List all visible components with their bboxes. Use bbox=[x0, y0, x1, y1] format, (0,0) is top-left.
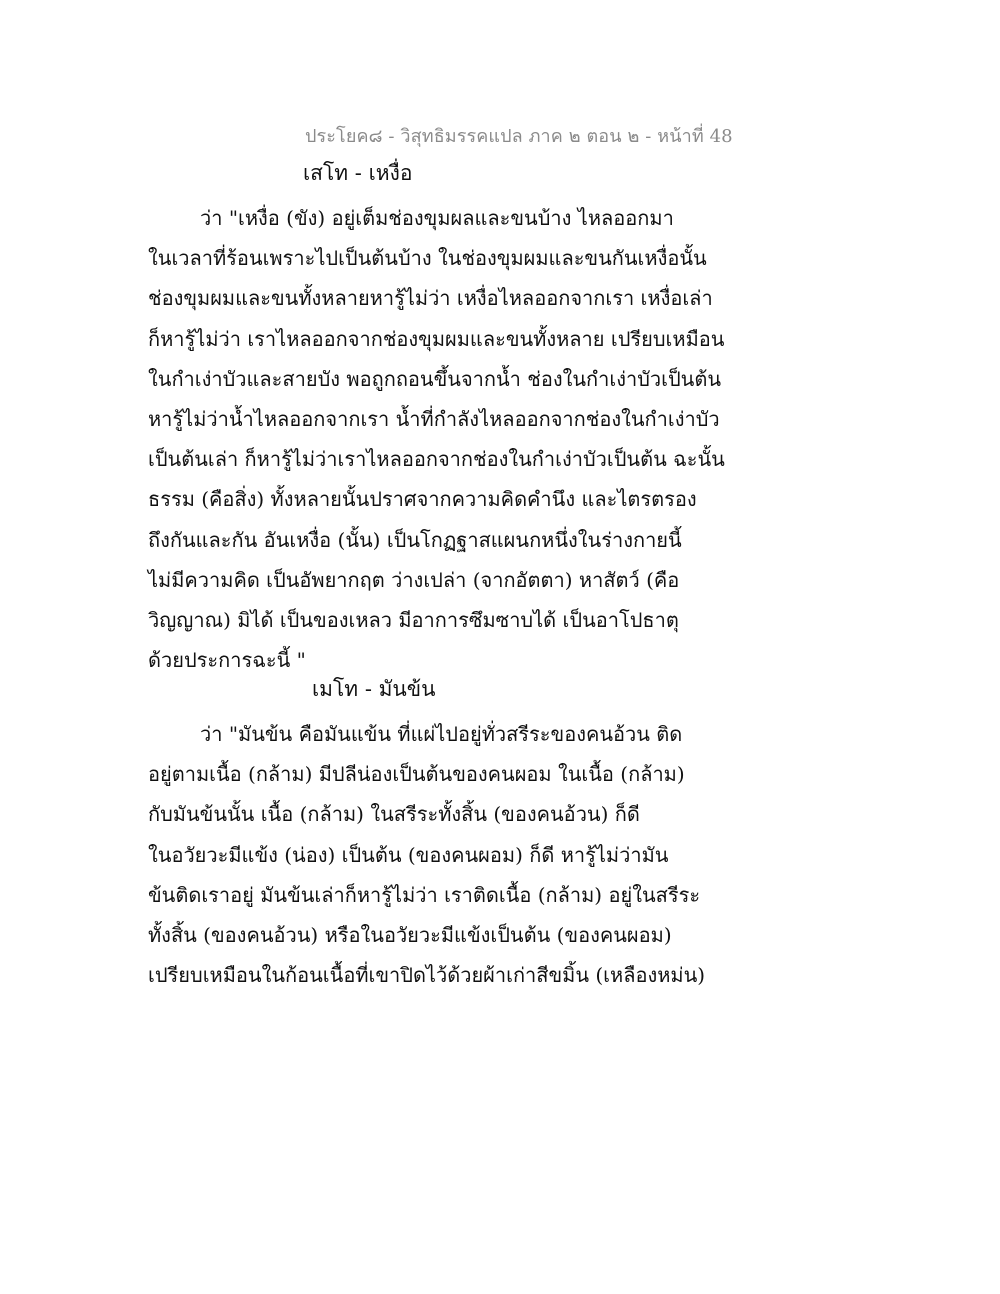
section-heading-fat: เมโท - มันข้น bbox=[312, 677, 436, 701]
text-line: หารู้ไม่ว่าน้ำไหลออกจากเรา น้ำที่กำลังไหลออกจากช่องในกำเง่าบัว bbox=[148, 406, 720, 431]
text-line: ในเวลาที่ร้อนเพราะไปเป็นต้นบ้าง ในช่องขุมผมและขนกันเหงื่อนั้น bbox=[148, 246, 707, 271]
text-line: ช่องขุมผมและขนทั้งหลายหารู้ไม่ว่า เหงื่อไหลออกจากเรา เหงื่อเล่า bbox=[148, 286, 713, 311]
text-line: ว่า "มันข้น คือมันแข้น ที่แผ่ไปอยู่ทั่วสรีระของคนอ้วน ติด bbox=[200, 722, 683, 746]
paragraph-sweat bbox=[148, 198, 725, 680]
section-heading-sweat: เสโท - เหงื่อ bbox=[303, 161, 413, 185]
text-line: อยู่ตามเนื้อ (กล้าม) มีปลีน่องเป็นต้นของคนผอม ในเนื้อ (กล้าม) bbox=[148, 762, 685, 787]
text-line: กับมันข้นนั้น เนื้อ (กล้าม) ในสรีระทั้งสิ้น (ของคนอ้วน) ก็ดี bbox=[148, 802, 640, 827]
text-line: เป็นต้นเล่า ก็หารู้ไม่ว่าเราไหลออกจากช่องในกำเง่าบัวเป็นต้น ฉะนั้น bbox=[148, 447, 725, 472]
text-line: ทั้งสิ้น (ของคนอ้วน) หรือในอวัยวะมีแข้งเป็นต้น (ของคนผอม) bbox=[148, 922, 672, 947]
text-line: ในอวัยวะมีแข้ง (น่อง) เป็นต้น (ของคนผอม) ก็ดี หารู้ไม่ว่ามัน bbox=[148, 842, 669, 867]
text-line: เปรียบเหมือนในก้อนเนื้อที่เขาปิดไว้ด้วยผ้าเก่าสีขมิ้น (เหลืองหม่น) bbox=[148, 963, 706, 988]
text-line: ไม่มีความคิด เป็นอัพยากฤต ว่างเปล่า (จากอัตตา) หาสัตว์ (คือ bbox=[148, 567, 680, 592]
text-line: ด้วยประการฉะนี้ " bbox=[148, 648, 306, 673]
text-line: ข้นติดเราอยู่ มันข้นเล่าก็หารู้ไม่ว่า เราติดเนื้อ (กล้าม) อยู่ในสรีระ bbox=[148, 882, 701, 907]
text-line: ว่า "เหงื่อ (ขัง) อยู่เต็มช่องขุมผลและขนบ้าง ไหลออกมา bbox=[200, 206, 674, 230]
text-line: ก็หารู้ไม่ว่า เราไหลออกจากช่องขุมผมและขนทั้งหลาย เปรียบเหมือน bbox=[148, 326, 725, 351]
text-line: ธรรม (คือสิ่ง) ทั้งหลายนั้นปราศจากความคิดคำนึง และไตรตรอง bbox=[148, 487, 697, 512]
paragraph-fat bbox=[148, 714, 708, 995]
text-line: ถึงกันและกัน อันเหงื่อ (นั้น) เป็นโกฏฐาสแผนกหนึ่งในร่างกายนี้ bbox=[148, 527, 682, 552]
text-line: วิญญาณ) มิได้ เป็นของเหลว มีอาการซึมซาบได้ เป็นอาโปธาตุ bbox=[148, 607, 679, 632]
text-line: ในกำเง่าบัวและสายบัง พอถูกถอนขึ้นจากน้ำ ช่องในกำเง่าบัวเป็นต้น bbox=[148, 366, 722, 391]
running-header: ประโยค๘ - วิสุทธิมรรคแปล ภาค ๒ ตอน ๒ - หน้าที่ 48 bbox=[305, 126, 733, 147]
